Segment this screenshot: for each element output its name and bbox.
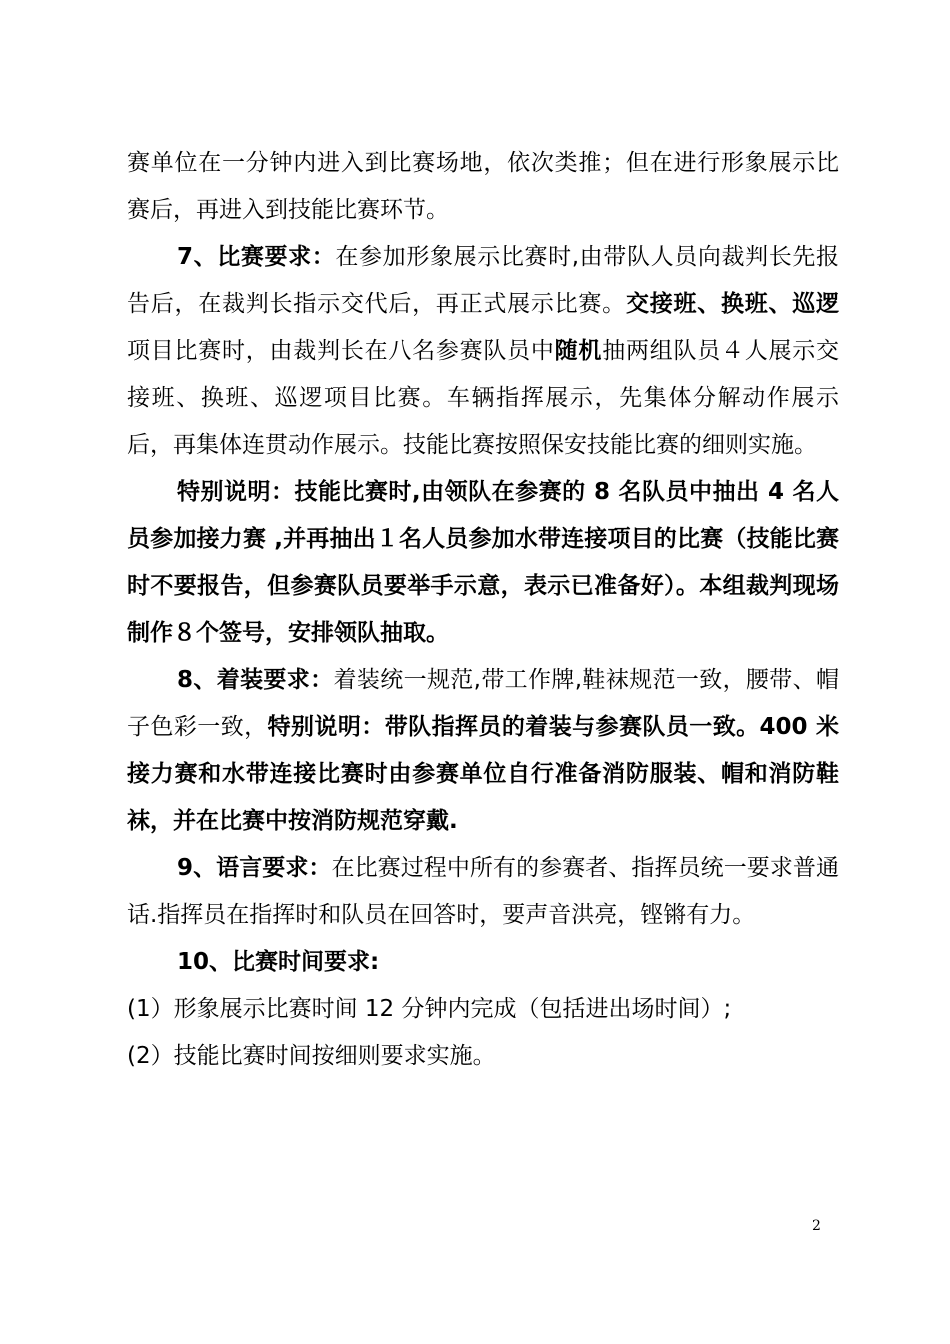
paragraph-item-9	[127, 845, 839, 939]
item-9-text: 在比赛过程中所有的参赛者、指挥员统一要求普通话.指挥员在指挥时和队员在回答时，要声音洪亮，铿锵有力。	[127, 855, 839, 928]
paragraph-special-note	[127, 469, 839, 657]
document-body	[127, 140, 839, 1080]
paragraph-continuation	[127, 140, 839, 234]
page-number: 2	[812, 1218, 821, 1234]
item-10-sub-1	[127, 986, 839, 1033]
paragraph-item-8	[127, 657, 839, 845]
item-8-bold-b: 特别说明：带队指挥员的着装与参赛队员一致。400 米接力赛和水带连接比赛时由参赛单位自行准备消防服装、帽和消防鞋袜，并在比赛中按消防规范穿戴.	[127, 714, 839, 834]
item-7-text-c: 项目比赛时，由裁判长在八名参赛队员中	[127, 338, 555, 364]
item-7-bold-d: 随机	[554, 338, 603, 364]
item-9-heading: 9、语言要求：	[177, 855, 332, 881]
item-10-sub-2-text: (2）技能比赛时间按细则要求实施。	[127, 1043, 496, 1069]
item-7-bold-b: 交接班、换班、巡逻	[625, 291, 840, 317]
item-10-heading: 10、比赛时间要求:	[177, 949, 380, 975]
paragraph-item-7	[127, 234, 839, 469]
paragraph-item-10	[127, 939, 839, 986]
item-8-text-a: 着装统一规范,带工作牌,鞋袜规范一致，腰带、帽子色彩一致，	[127, 667, 839, 740]
item-10-sub-1-text: (1）形象展示比赛时间 12 分钟内完成（包括进出场时间）;	[127, 996, 732, 1022]
item-7-heading: 7、比赛要求：	[177, 244, 336, 270]
item-8-heading: 8、着装要求：	[177, 667, 334, 693]
item-10-sub-2	[127, 1033, 839, 1080]
item-7-text-a: 在参加形象展示比赛时,由带队人员向裁判长先报告后，在裁判长指示交代后，再正式展示比赛。	[127, 244, 839, 317]
item-7-text-e: 抽两组队员４人展示交接班、换班、巡逻项目比赛。车辆指挥展示，先集体分解动作展示后，再集体连贯动作展示。技能比赛按照保安技能比赛的细则实施。	[127, 338, 840, 458]
special-note-text: 特别说明：技能比赛时,由领队在参赛的 8 名队员中抽出 4 名人员参加接力赛 ,并再抽出１名人员参加水带连接项目的比赛（技能比赛时不要报告，但参赛队员要举手示意，表示已准备好）。本组裁判现场制作８个签号，安排领队抽取。	[127, 479, 839, 646]
continuation-text: 赛单位在一分钟内进入到比赛场地，依次类推；但在进行形象展示比赛后，再进入到技能比赛环节。	[127, 150, 839, 223]
